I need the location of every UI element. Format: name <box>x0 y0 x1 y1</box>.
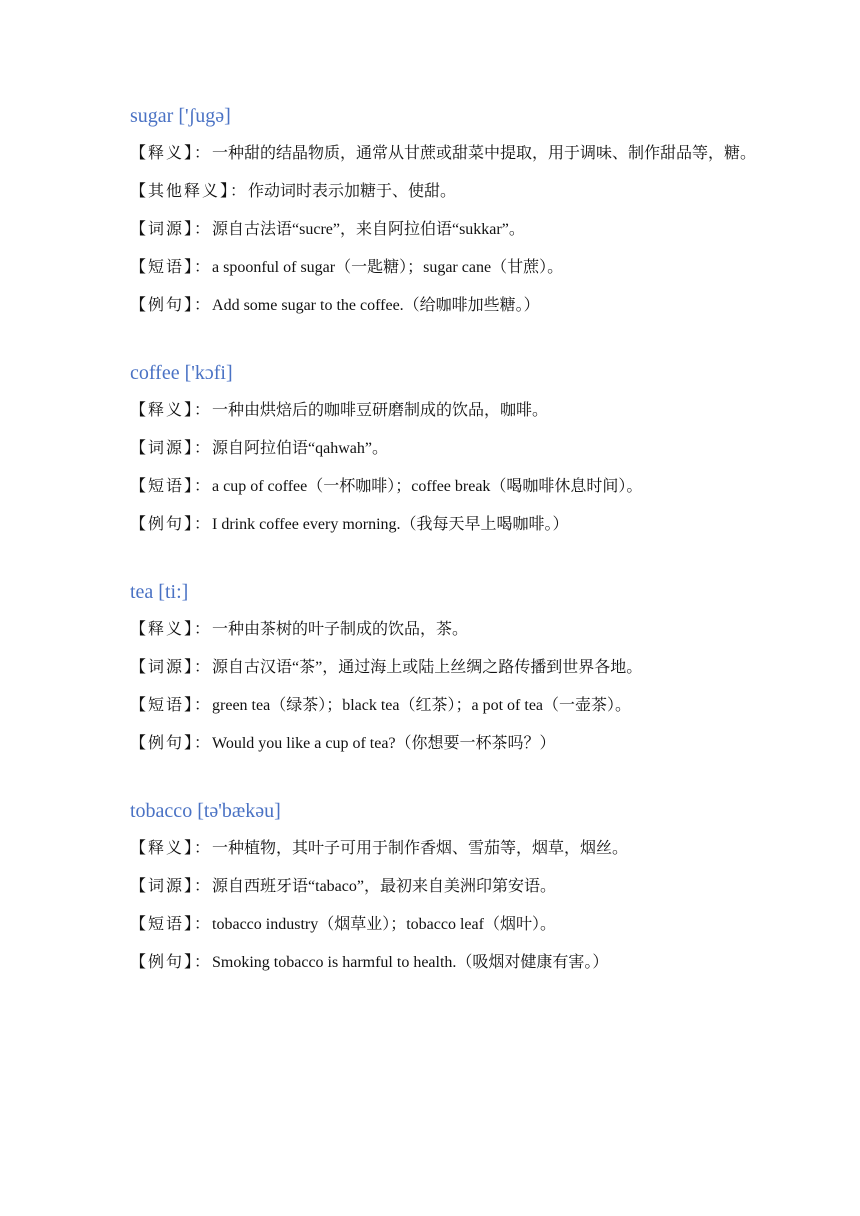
label: 【词源】： <box>130 876 213 895</box>
line-text: I drink coffee every morning.（我每天早上喝咖啡。） <box>212 516 569 533</box>
phrases-line <box>130 248 770 286</box>
label: 【释义】： <box>130 143 213 162</box>
line-text: 源自阿拉伯语“qahwah”。 <box>212 440 388 457</box>
example-line <box>130 724 770 762</box>
label: 【词源】： <box>130 219 213 238</box>
line-text: 源自古法语“sucre”，来自阿拉伯语“sukkar”。 <box>212 221 525 238</box>
line-text: 一种由烘焙后的咖啡豆研磨制成的饮品，咖啡。 <box>212 402 549 419</box>
label: 【例句】： <box>130 295 213 314</box>
entry-sugar <box>130 98 770 324</box>
definition-line <box>130 829 770 867</box>
label: 【词源】： <box>130 438 213 457</box>
line-text: 一种由茶树的叶子制成的饮品，茶。 <box>212 621 469 638</box>
example-line <box>130 505 770 543</box>
label: 【短语】： <box>130 914 213 933</box>
line-text: 源自古汉语“茶”，通过海上或陆上丝绸之路传播到世界各地。 <box>212 659 643 676</box>
definition-line <box>130 610 770 648</box>
line-text: Add some sugar to the coffee.（给咖啡加些糖。） <box>212 297 540 314</box>
headword: coffee ['kɔfi] <box>130 362 233 384</box>
label: 【释义】： <box>130 400 213 419</box>
label: 【例句】： <box>130 514 213 533</box>
line-text: Would you like a cup of tea?（你想要一杯茶吗？） <box>212 735 556 752</box>
phrases-line <box>130 467 770 505</box>
entry-tobacco <box>130 793 770 981</box>
label: 【短语】： <box>130 257 213 276</box>
etymology-line <box>130 648 770 686</box>
etymology-line <box>130 867 770 905</box>
phrases-line <box>130 686 770 724</box>
phrases-line <box>130 905 770 943</box>
headword: sugar ['ʃugə] <box>130 105 231 127</box>
label: 【释义】： <box>130 619 213 638</box>
label: 【例句】： <box>130 952 213 971</box>
line-text: a spoonful of sugar（一匙糖）；sugar cane（甘蔗）。 <box>212 259 564 276</box>
label: 【短语】： <box>130 695 213 714</box>
headword: tea [ti:] <box>130 581 189 603</box>
definition-line <box>130 391 770 429</box>
line-text: 源自西班牙语“tabaco”，最初来自美洲印第安语。 <box>212 878 556 895</box>
example-line <box>130 286 770 324</box>
line-text: green tea（绿茶）；black tea（红茶）；a pot of tea（一壶茶）。 <box>212 697 632 714</box>
line-text: tobacco industry（烟草业）；tobacco leaf（烟叶）。 <box>212 916 556 933</box>
vocabulary-page <box>130 98 770 1012</box>
headword: tobacco [tə'bækəu] <box>130 800 281 822</box>
label: 【短语】： <box>130 476 213 495</box>
example-line <box>130 943 770 981</box>
other-definition-line <box>130 172 770 210</box>
line-text: 一种甜的结晶物质，通常从甘蔗或甜菜中提取，用于调味、制作甜品等，糖。 <box>212 145 757 162</box>
line-text: a cup of coffee（一杯咖啡）；coffee break（喝咖啡休息时间）。 <box>212 478 643 495</box>
label: 【释义】： <box>130 838 213 857</box>
line-text: 作动词时表示加糖于、使甜。 <box>248 183 457 200</box>
label: 【词源】： <box>130 657 213 676</box>
label: 【例句】： <box>130 733 213 752</box>
etymology-line <box>130 210 770 248</box>
line-text: Smoking tobacco is harmful to health.（吸烟对健康有害。） <box>212 954 609 971</box>
entry-coffee <box>130 355 770 543</box>
entry-tea <box>130 574 770 762</box>
etymology-line <box>130 429 770 467</box>
line-text: 一种植物，其叶子可用于制作香烟、雪茄等，烟草，烟丝。 <box>212 840 629 857</box>
definition-line <box>130 134 770 172</box>
label: 【其他释义】： <box>130 181 249 200</box>
